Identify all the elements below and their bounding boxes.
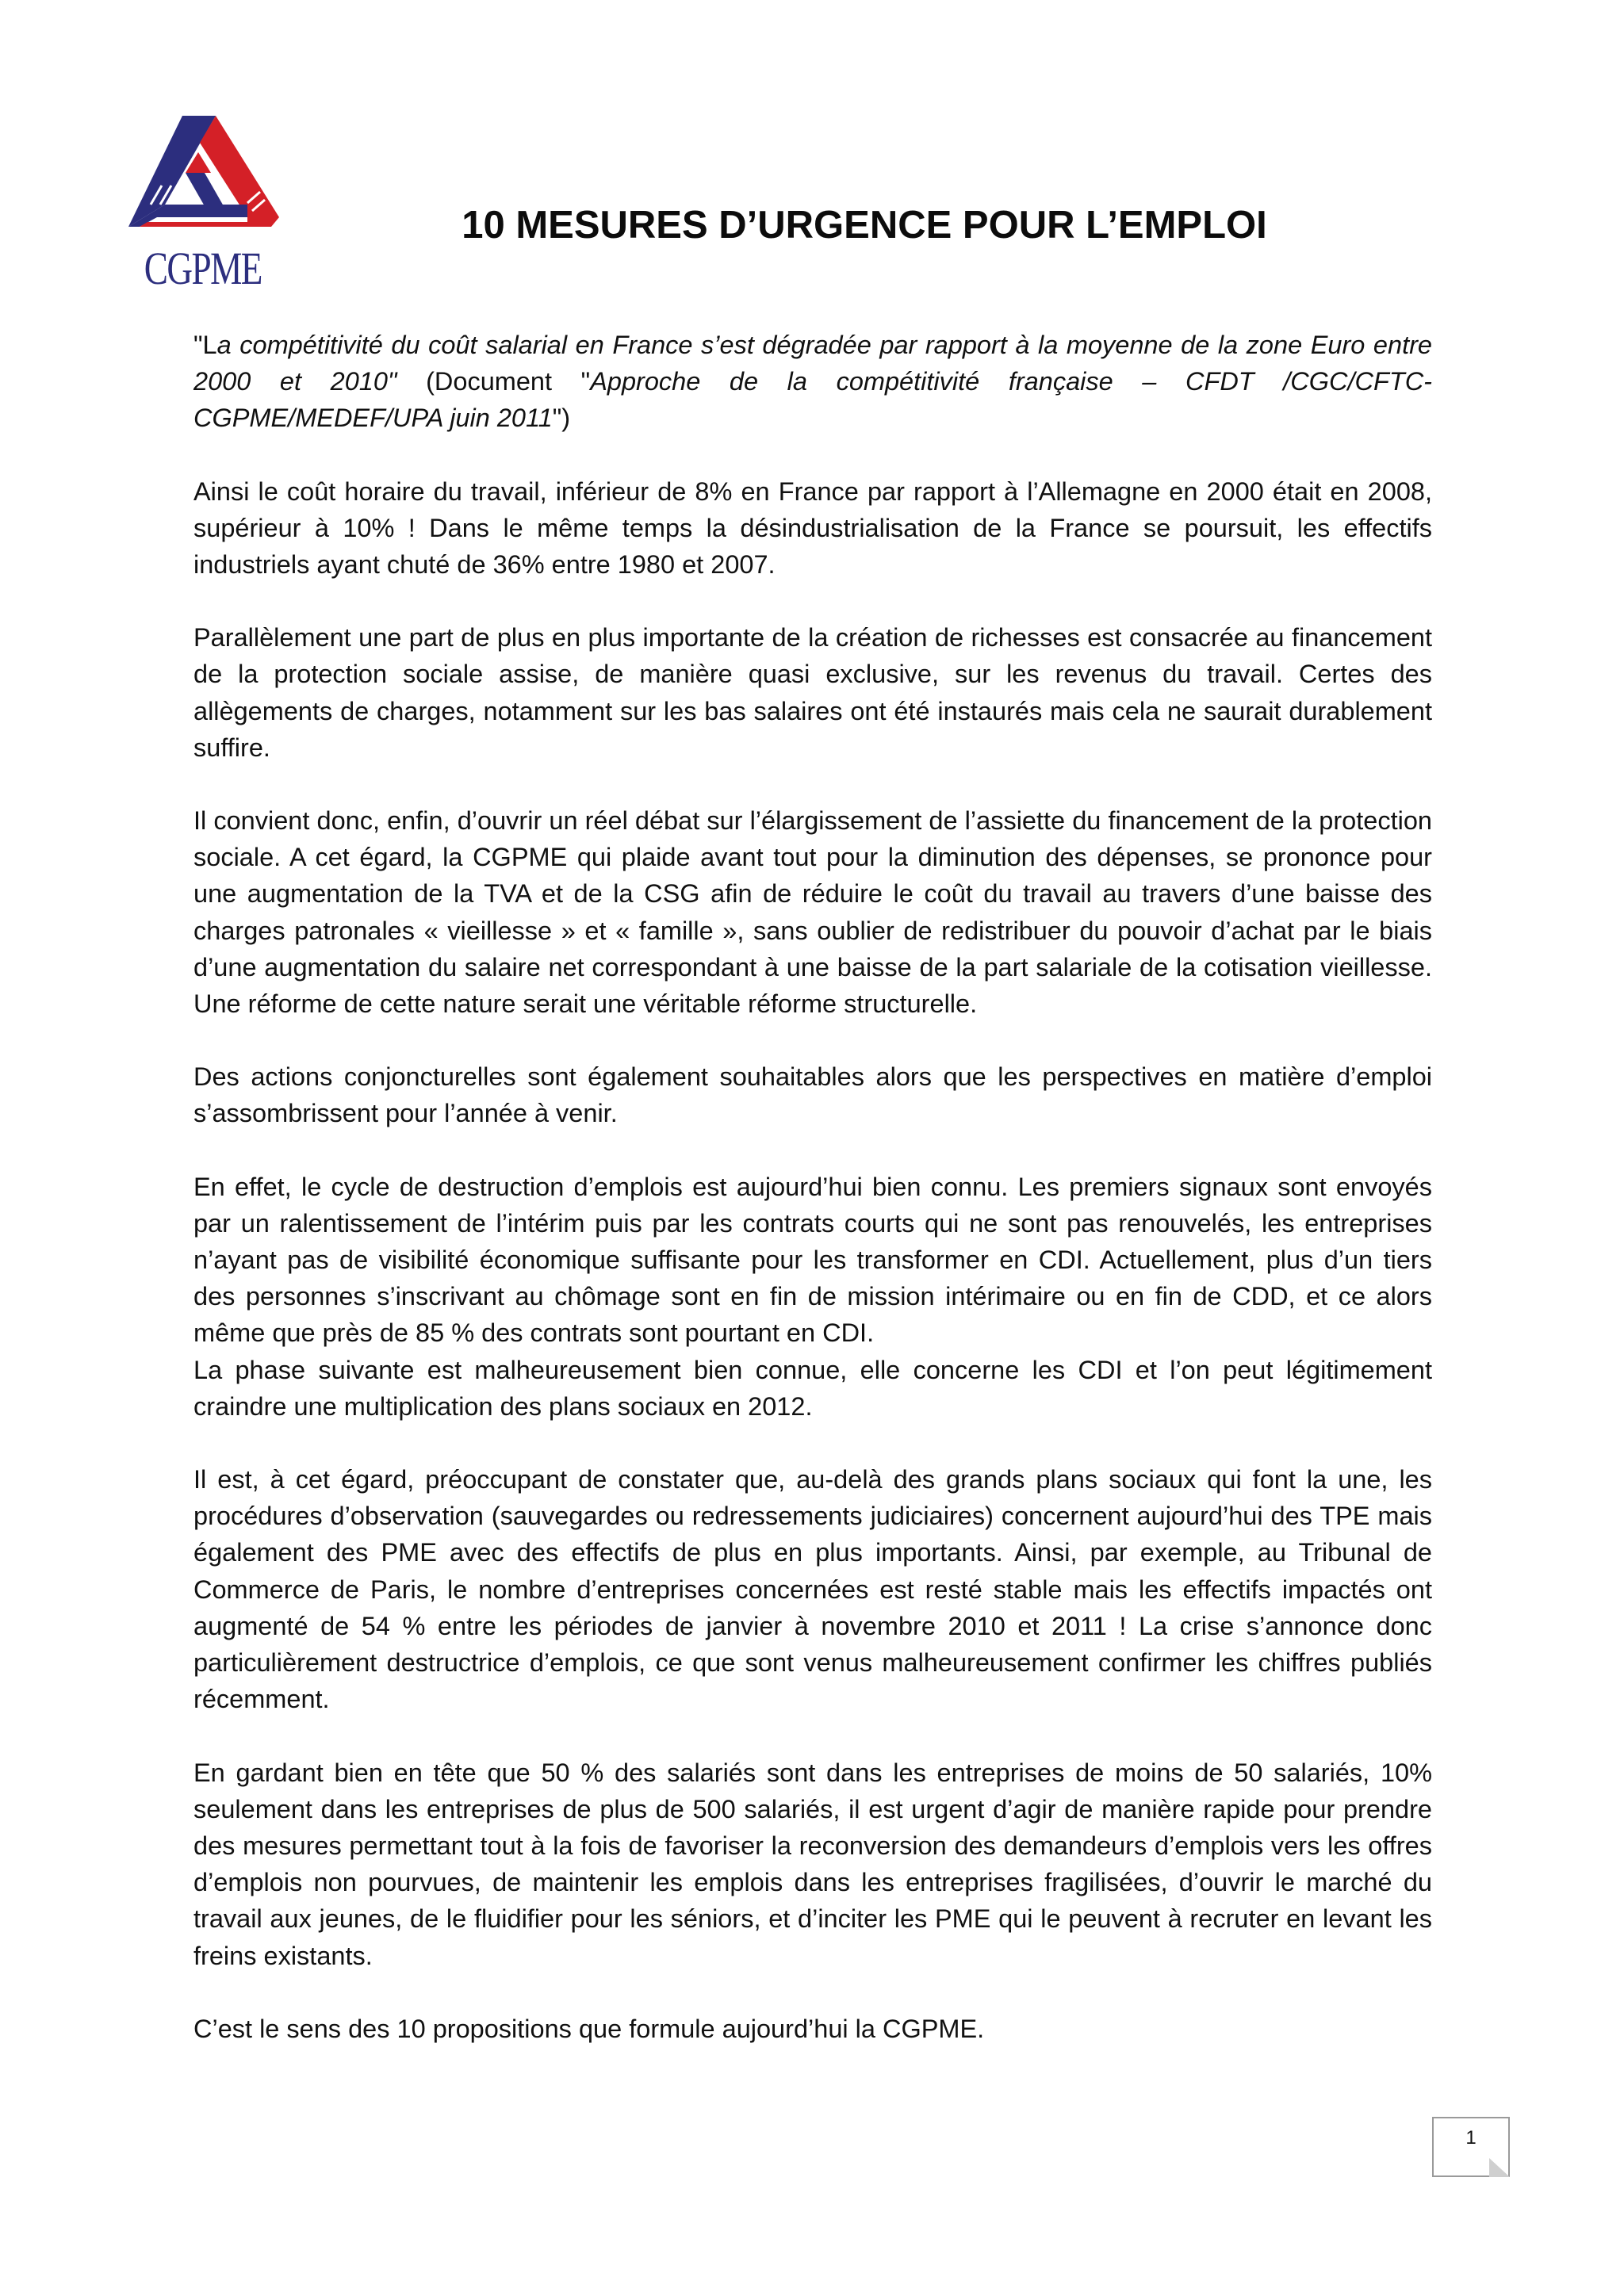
page-number <box>1432 2117 1510 2177</box>
document-body <box>193 327 1432 2084</box>
cgpme-logo <box>128 116 279 300</box>
page-title: 10 MESURES D’URGENCE POUR L’EMPLOI <box>462 204 1267 247</box>
paragraph: En effet, le cycle de destruction d’emplois est aujourd’hui bien connu. Les premiers signaux sont envoyés par un ralentissement de l’intérim puis par les contrats courts qui ne sont pas renouvelés, les entreprises n’ayant pas de visibilité économique suffisante pour les transformer en CDI. Actuellement, plus d’un tiers des personnes s’inscrivant au chômage sont en fin de mission intérimaire ou en fin de CDD, et ce alors même que près de 85 % des contrats sont pourtant en CDI. <box>193 1172 1432 1348</box>
page-fold-icon <box>1489 2158 1510 2177</box>
intro-doc-open: (Document " <box>396 367 591 396</box>
paragraph: La phase suivante est malheureusement bien connue, elle concerne les CDI et l’on peut légitimement craindre une multiplication des plans sociaux en 2012. <box>193 1355 1432 1421</box>
paragraph: En gardant bien en tête que 50 % des salariés sont dans les entreprises de moins de 50 salariés, 10% seulement dans les entreprises de plus de 500 salariés, il est urgent d’agir de manière rapide pour prendre des mesures permettant tout à la fois de favoriser la reconversion des demandeurs d’emplois vers les offres d’emplois non pourvues, de maintenir les emplois dans les entreprises fragilisées, d’ouvrir le marché du travail aux jeunes, de le fluidifier pour les séniors, et d’inciter les PME qui le peuvent à recruter en levant les freins existants. <box>193 1758 1432 1970</box>
paragraph: Il convient donc, enfin, d’ouvrir un réel débat sur l’élargissement de l’assiette du financement de la protection sociale. A cet égard, la CGPME qui plaide avant tout pour la diminution des dépenses, se prononce pour une augmentation de la TVA et de la CSG afin de réduire le coût du travail au travers d’une baisse des charges patronales « vieillesse » et « famille », sans oublier de redistribuer du pouvoir d’achat par le biais d’une augmentation du salaire net correspondant à une baisse de la part salariale de la cotisation vieillesse. Une réforme de cette nature serait une véritable réforme structurelle. <box>193 806 1432 1019</box>
paragraph: Il est, à cet égard, préoccupant de constater que, au-delà des grands plans sociaux qui font la une, les procédures d’observation (sauvegardes ou redressements judiciaires) concernent aujourd’hui des TPE mais également des PME avec des effectifs de plus en plus importants. Ainsi, par exemple, au Tribunal de Commerce de Paris, le nombre d’entreprises concernées est resté stable mais les effectifs impactés ont augmenté de 54 % entre les périodes de janvier à novembre 2010 et 2011 ! La crise s’annonce donc particulièrement destructrice d’emplois, ce que sont venus malheureusement confirmer les chiffres publiés récemment. <box>193 1465 1432 1714</box>
intro-quote-text: a compétitivité du coût salarial en France s’est dégradée par rapport à la moyenne de la zone Euro entre 2000 et 2010" <box>193 331 1432 396</box>
paragraph: C’est le sens des 10 propositions que formule aujourd’hui la CGPME. <box>193 2014 985 2043</box>
intro-quote <box>193 327 1432 437</box>
logo-wordmark: CGPME <box>144 243 262 294</box>
paragraph: Ainsi le coût horaire du travail, inférieur de 8% en France par rapport à l’Allemagne en 2000 était en 2008, supérieur à 10% ! Dans le même temps la désindustrialisation de la France se poursuit, les effectifs industriels ayant chuté de 36% entre 1980 et 2007. <box>193 476 1432 580</box>
paragraph: Parallèlement une part de plus en plus importante de la création de richesses est consacrée au financement de la protection sociale assise, de manière quasi exclusive, sur les revenus du travail. Certes des allègements de charges, notamment sur les bas salaires ont été instaurés mais cela ne saurait durablement suffire. <box>193 623 1432 762</box>
intro-quote-open: "L <box>193 331 217 359</box>
cgpme-logo-triangle-icon <box>128 116 279 243</box>
paragraph: Des actions conjoncturelles sont également souhaitables alors que les perspectives en matière d’emploi s’assombrissent pour l’année à venir. <box>193 1062 1432 1128</box>
intro-doc-title: Approche de la compétitivité française – CFDT /CGC/CFTC-CGPME/MEDEF/UPA juin 2011 <box>193 367 1432 433</box>
intro-doc-close: ") <box>552 404 571 433</box>
page-number-text: 1 <box>1465 2127 1477 2149</box>
